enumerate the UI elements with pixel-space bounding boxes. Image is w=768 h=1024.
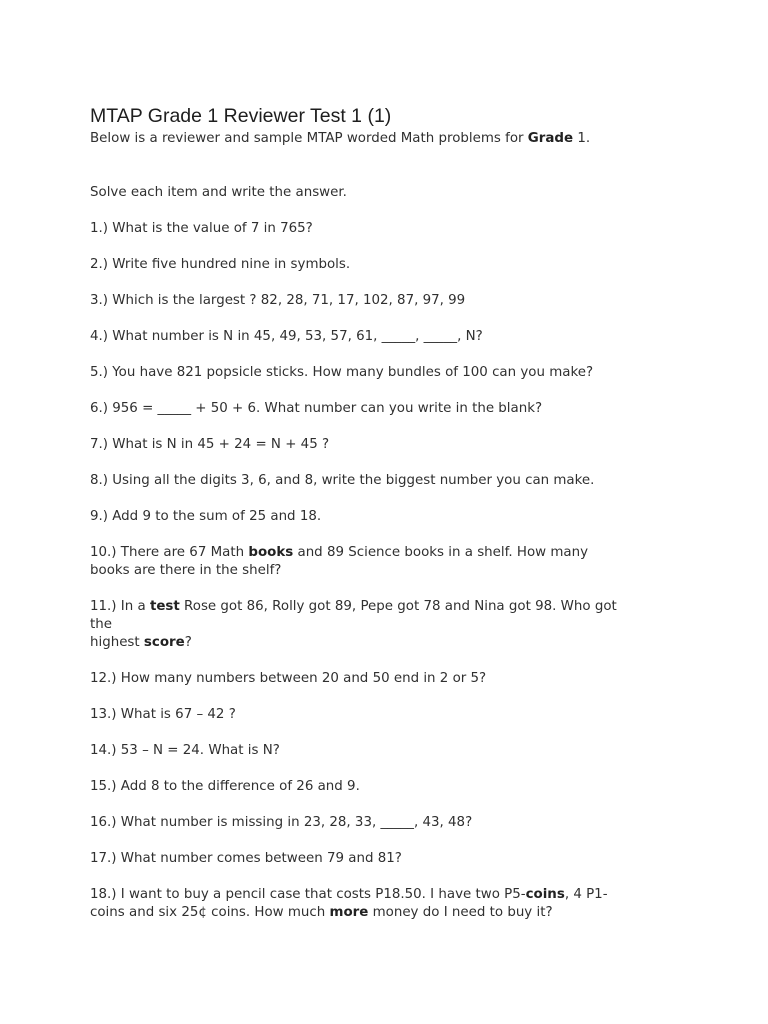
question-11-line-3 [90,634,690,652]
question-18-line-1 [90,886,690,904]
intro-text-end: 1. [573,131,591,146]
question-18-bold-more: more [329,905,369,920]
question-14: 14.) 53 – N = 24. What is N? [90,743,280,758]
question-11-text-2: Rose got 86, Rolly got 89, Pepe got 78 and Nina got 98. Who got [179,599,617,614]
question-18-text-3: coins and six 25¢ coins. How much [90,905,330,920]
question-6: 6.) 956 = _____ + 50 + 6. What number can you write in the blank? [90,401,543,416]
instruction: Solve each item and write the answer. [90,185,347,200]
question-13: 13.) What is 67 – 42 ? [90,707,236,722]
question-11-bold-test: test [149,599,180,614]
question-11-line-1 [90,598,690,616]
document-title: MTAP Grade 1 Reviewer Test 1 (1) [90,105,392,127]
question-18 [90,886,690,922]
question-1: 1.) What is the value of 7 in 765? [90,221,313,236]
question-11-text-4: ? [184,635,192,650]
question-12: 12.) How many numbers between 20 and 50 end in 2 or 5? [90,671,487,686]
question-10-text: 10.) There are 67 Math [90,545,249,560]
document-page [90,102,690,920]
document-body [90,130,690,920]
question-5: 5.) You have 821 popsicle sticks. How many bundles of 100 can you make? [90,365,594,380]
question-11 [90,598,690,652]
question-11-bold-score: score [143,635,185,650]
question-18-text: 18.) I want to buy a pencil case that costs P18.50. I have two P5- [90,887,526,902]
intro-paragraph [90,130,690,148]
question-10-bold-books: books [248,545,294,560]
question-11-line-2: the [90,617,112,632]
question-18-line-2 [90,904,690,922]
intro-bold-grade: Grade [527,131,574,146]
question-11-text-3: highest [90,635,144,650]
question-10-text-2: and 89 Science books in a shelf. How many [293,545,589,560]
question-10-line-1 [90,544,690,562]
question-7: 7.) What is N in 45 + 24 = N + 45 ? [90,437,330,452]
intro-text: Below is a reviewer and sample MTAP worded Math problems for [90,131,528,146]
question-9: 9.) Add 9 to the sum of 25 and 18. [90,509,322,524]
question-16: 16.) What number is missing in 23, 28, 33, _____, 43, 48? [90,815,473,830]
question-8: 8.) Using all the digits 3, 6, and 8, write the biggest number you can make. [90,473,595,488]
question-10 [90,544,690,580]
question-15: 15.) Add 8 to the difference of 26 and 9. [90,779,360,794]
question-18-text-2: , 4 P1- [564,887,608,902]
question-18-bold-coins: coins [525,887,565,902]
question-11-text: 11.) In a [90,599,150,614]
question-10-line-2: books are there in the shelf? [90,563,282,578]
question-18-text-4: money do I need to buy it? [368,905,553,920]
question-17: 17.) What number comes between 79 and 81? [90,851,402,866]
question-2: 2.) Write five hundred nine in symbols. [90,257,351,272]
question-4: 4.) What number is N in 45, 49, 53, 57, 61, _____, _____, N? [90,329,483,344]
question-3: 3.) Which is the largest ? 82, 28, 71, 17, 102, 87, 97, 99 [90,293,466,308]
